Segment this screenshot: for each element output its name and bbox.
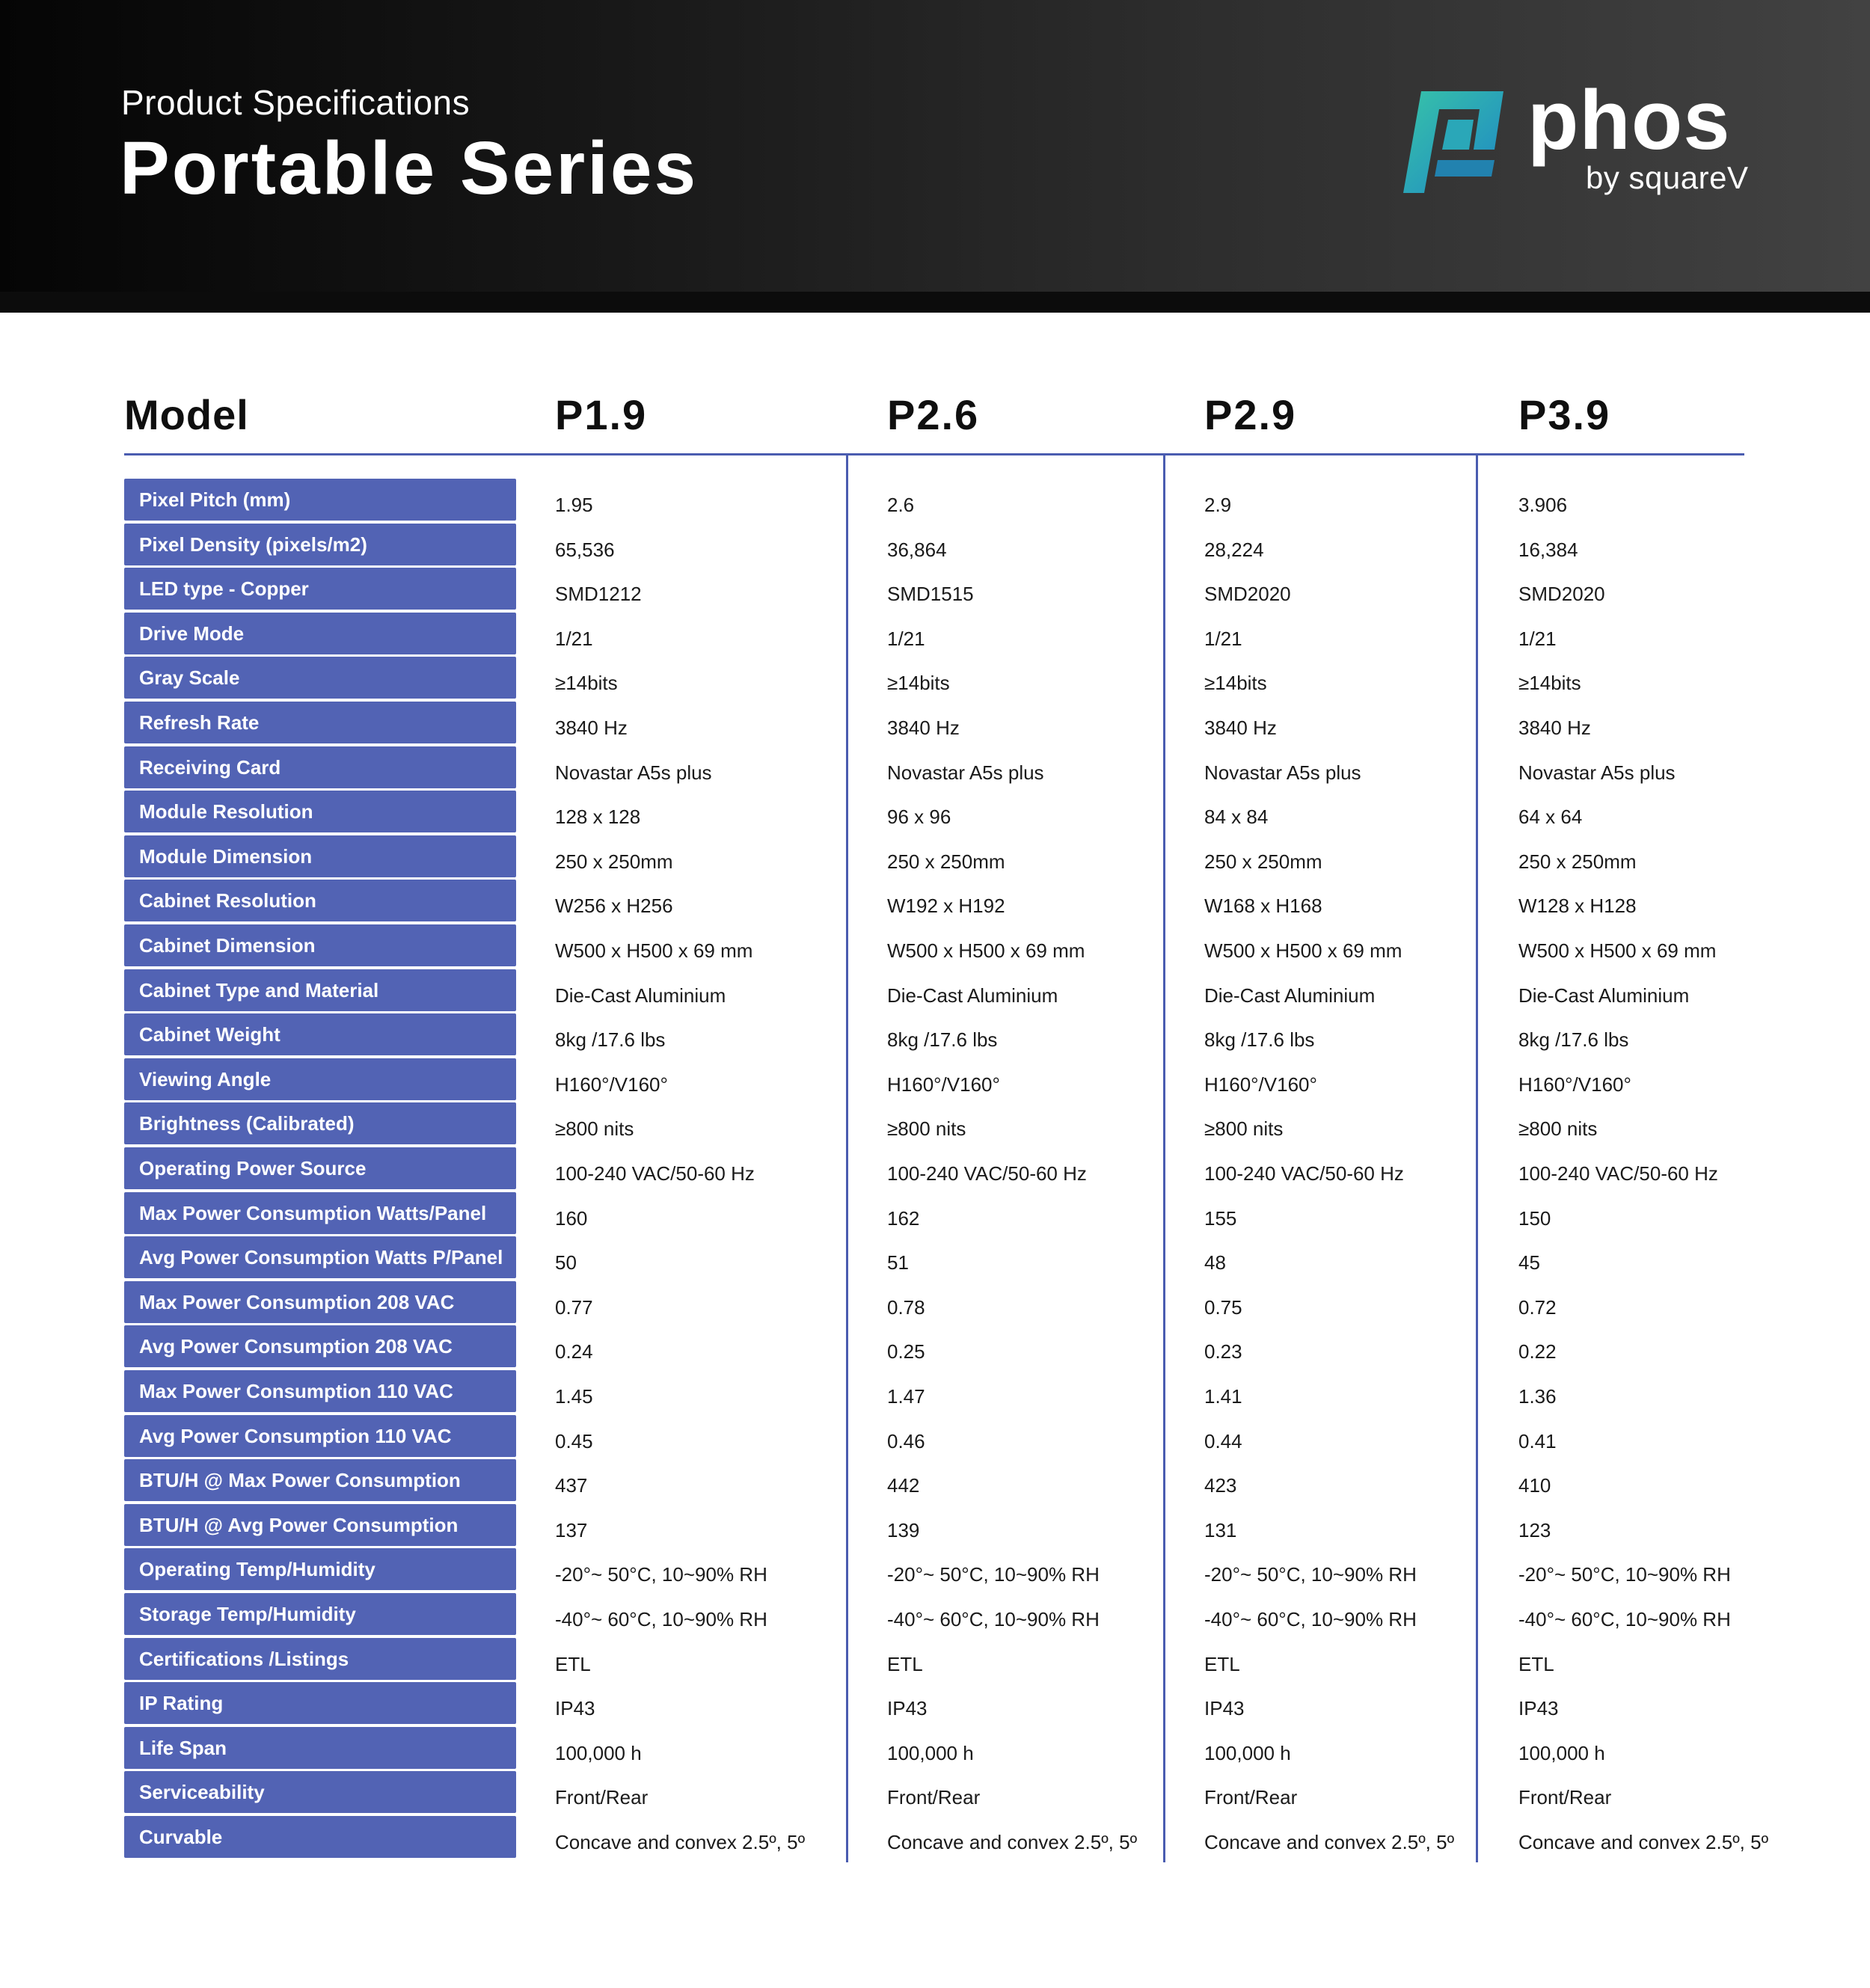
spec-value: 3.906 — [1518, 494, 1568, 516]
spec-label: Avg Power Consumption 208 VAC — [124, 1325, 516, 1367]
spec-value: H160°/V160° — [887, 1073, 1000, 1096]
spec-value: -40°~ 60°C, 10~90% RH — [1204, 1608, 1417, 1630]
spec-label: Max Power Consumption 208 VAC — [124, 1281, 516, 1323]
spec-value: 8kg /17.6 lbs — [887, 1028, 998, 1051]
spec-label: Serviceability — [124, 1771, 516, 1813]
spec-value: Novastar A5s plus — [1518, 761, 1676, 784]
spec-value: Die-Cast Aluminium — [1204, 984, 1376, 1007]
spec-value: 150 — [1518, 1207, 1551, 1230]
model-header-p29: P2.9 — [1204, 391, 1297, 438]
spec-label: Cabinet Resolution — [124, 880, 516, 921]
spec-value: ≥14bits — [1204, 672, 1267, 694]
spec-value: 50 — [555, 1251, 577, 1274]
table-row — [0, 702, 1870, 743]
spec-value: SMD1515 — [887, 583, 974, 605]
spec-value: 0.75 — [1204, 1296, 1242, 1319]
spec-value: 0.45 — [555, 1430, 593, 1452]
spec-value: 1.95 — [555, 494, 593, 516]
spec-value: -20°~ 50°C, 10~90% RH — [555, 1563, 767, 1586]
spec-value: 100,000 h — [1518, 1742, 1605, 1764]
spec-value: Concave and convex 2.5º, 5º — [887, 1831, 1138, 1853]
table-row — [0, 1415, 1870, 1457]
spec-value: 1.36 — [1518, 1385, 1557, 1408]
table-row — [0, 1147, 1870, 1189]
spec-label: BTU/H @ Avg Power Consumption — [124, 1504, 516, 1546]
spec-value: 250 x 250mm — [1518, 850, 1637, 873]
spec-value: Front/Rear — [1518, 1786, 1612, 1808]
spec-value: W256 x H256 — [555, 895, 673, 917]
table-row — [0, 880, 1870, 921]
spec-label: Avg Power Consumption 110 VAC — [124, 1415, 516, 1457]
spec-value: 1/21 — [1204, 628, 1242, 650]
spec-value: Novastar A5s plus — [887, 761, 1044, 784]
spec-value: 84 x 84 — [1204, 806, 1269, 828]
spec-value: 100,000 h — [555, 1742, 642, 1764]
spec-value: Concave and convex 2.5º, 5º — [555, 1831, 806, 1853]
spec-value: ETL — [1518, 1653, 1554, 1675]
spec-label: Avg Power Consumption Watts P/Panel — [124, 1236, 516, 1278]
spec-value: 2.9 — [1204, 494, 1232, 516]
spec-value: 3840 Hz — [555, 717, 628, 739]
spec-label: Operating Power Source — [124, 1147, 516, 1189]
table-row — [0, 1236, 1870, 1278]
model-header-p26: P2.6 — [887, 391, 980, 438]
spec-value: 123 — [1518, 1519, 1551, 1541]
spec-value: IP43 — [887, 1697, 928, 1719]
brand-logo — [1399, 73, 1758, 208]
spec-label: LED type - Copper — [124, 568, 516, 610]
model-header-p19: P1.9 — [555, 391, 648, 438]
spec-value: -20°~ 50°C, 10~90% RH — [1204, 1563, 1417, 1586]
spec-value: ETL — [1204, 1653, 1240, 1675]
model-column-header: Model — [124, 391, 249, 438]
table-row — [0, 791, 1870, 832]
model-header-p39: P3.9 — [1518, 391, 1611, 438]
spec-label: IP Rating — [124, 1682, 516, 1724]
spec-value: W128 x H128 — [1518, 895, 1637, 917]
spec-value: W500 x H500 x 69 mm — [555, 939, 753, 962]
spec-value: W500 x H500 x 69 mm — [1518, 939, 1717, 962]
table-row — [0, 1192, 1870, 1234]
spec-value: 8kg /17.6 lbs — [1204, 1028, 1315, 1051]
table-row — [0, 1058, 1870, 1100]
table-row — [0, 1638, 1870, 1680]
spec-value: -40°~ 60°C, 10~90% RH — [887, 1608, 1100, 1630]
spec-label: Module Dimension — [124, 835, 516, 877]
spec-label: Life Span — [124, 1727, 516, 1769]
spec-value: 1/21 — [887, 628, 925, 650]
spec-label: Max Power Consumption Watts/Panel — [124, 1192, 516, 1234]
spec-value: ≥14bits — [887, 672, 950, 694]
table-row — [0, 1816, 1870, 1858]
spec-value: 1.45 — [555, 1385, 593, 1408]
spec-value: IP43 — [1518, 1697, 1559, 1719]
spec-value: 100,000 h — [887, 1742, 974, 1764]
spec-value: 100-240 VAC/50-60 Hz — [1518, 1162, 1718, 1185]
spec-value: IP43 — [1204, 1697, 1245, 1719]
spec-value: ≥800 nits — [887, 1117, 966, 1140]
spec-value: ETL — [555, 1653, 591, 1675]
spec-value: 0.77 — [555, 1296, 593, 1319]
spec-label: Cabinet Dimension — [124, 924, 516, 966]
spec-value: 3840 Hz — [887, 717, 960, 739]
page-title: Portable Series — [120, 126, 699, 210]
spec-label: Module Resolution — [124, 791, 516, 832]
spec-value: 0.24 — [555, 1340, 593, 1363]
spec-value: 0.41 — [1518, 1430, 1557, 1452]
spec-value: 2.6 — [887, 494, 915, 516]
spec-label: Curvable — [124, 1816, 516, 1858]
spec-value: ≥14bits — [1518, 672, 1581, 694]
spec-value: SMD2020 — [1204, 583, 1291, 605]
table-row — [0, 657, 1870, 699]
spec-label: Cabinet Weight — [124, 1013, 516, 1055]
spec-value: 437 — [555, 1474, 588, 1497]
spec-value: W168 x H168 — [1204, 895, 1322, 917]
spec-value: 162 — [887, 1207, 920, 1230]
table-row — [0, 1771, 1870, 1813]
table-row — [0, 1727, 1870, 1769]
spec-value: 0.23 — [1204, 1340, 1242, 1363]
spec-value: 3840 Hz — [1518, 717, 1591, 739]
spec-value: 1/21 — [1518, 628, 1557, 650]
spec-value: H160°/V160° — [555, 1073, 668, 1096]
spec-value: 64 x 64 — [1518, 806, 1583, 828]
spec-value: Concave and convex 2.5º, 5º — [1518, 1831, 1769, 1853]
spec-value: 65,536 — [555, 539, 615, 561]
spec-value: Front/Rear — [1204, 1786, 1298, 1808]
spec-value: IP43 — [555, 1697, 595, 1719]
spec-value: Novastar A5s plus — [1204, 761, 1361, 784]
table-row — [0, 1013, 1870, 1055]
spec-value: 3840 Hz — [1204, 717, 1277, 739]
table-row — [0, 924, 1870, 966]
spec-value: 0.72 — [1518, 1296, 1557, 1319]
spec-value: 128 x 128 — [555, 806, 641, 828]
spec-value: 8kg /17.6 lbs — [1518, 1028, 1629, 1051]
spec-value: 28,224 — [1204, 539, 1264, 561]
spec-value: Novastar A5s plus — [555, 761, 712, 784]
spec-value: -20°~ 50°C, 10~90% RH — [1518, 1563, 1731, 1586]
spec-label: Brightness (Calibrated) — [124, 1102, 516, 1144]
spec-value: Front/Rear — [555, 1786, 649, 1808]
spec-value: 442 — [887, 1474, 920, 1497]
spec-value: 0.22 — [1518, 1340, 1557, 1363]
spec-label: Receiving Card — [124, 746, 516, 788]
header-rule — [124, 453, 1744, 455]
spec-value: 100,000 h — [1204, 1742, 1291, 1764]
spec-value: SMD1212 — [555, 583, 642, 605]
page-subtitle: Product Specifications — [121, 83, 470, 122]
spec-value: 96 x 96 — [887, 806, 951, 828]
spec-value: 8kg /17.6 lbs — [555, 1028, 666, 1051]
table-row — [0, 479, 1870, 521]
spec-value: 410 — [1518, 1474, 1551, 1497]
spec-value: ETL — [887, 1653, 923, 1675]
spec-value: 1.47 — [887, 1385, 925, 1408]
spec-value: W500 x H500 x 69 mm — [1204, 939, 1402, 962]
spec-value: 1/21 — [555, 628, 593, 650]
spec-value: 100-240 VAC/50-60 Hz — [887, 1162, 1087, 1185]
spec-value: W500 x H500 x 69 mm — [887, 939, 1085, 962]
spec-value: ≥800 nits — [555, 1117, 634, 1140]
spec-value: H160°/V160° — [1204, 1073, 1317, 1096]
header-shadow-bar — [0, 292, 1870, 313]
table-row — [0, 1504, 1870, 1546]
header-banner — [0, 0, 1870, 292]
spec-label: Storage Temp/Humidity — [124, 1593, 516, 1635]
spec-value: -20°~ 50°C, 10~90% RH — [887, 1563, 1100, 1586]
logo-wordmark: phos — [1527, 73, 1731, 167]
spec-value: 0.78 — [887, 1296, 925, 1319]
table-row — [0, 1325, 1870, 1367]
spec-value: ≥800 nits — [1518, 1117, 1598, 1140]
spec-value: Front/Rear — [887, 1786, 981, 1808]
table-row — [0, 1548, 1870, 1590]
spec-value: 423 — [1204, 1474, 1237, 1497]
table-row — [0, 613, 1870, 654]
spec-label: Gray Scale — [124, 657, 516, 699]
spec-value: ≥14bits — [555, 672, 618, 694]
spec-label: Certifications /Listings — [124, 1638, 516, 1680]
table-row — [0, 524, 1870, 565]
spec-value: 131 — [1204, 1519, 1237, 1541]
table-row — [0, 1102, 1870, 1144]
spec-label: Viewing Angle — [124, 1058, 516, 1100]
table-row — [0, 1459, 1870, 1501]
spec-value: -40°~ 60°C, 10~90% RH — [555, 1608, 767, 1630]
spec-label: Operating Temp/Humidity — [124, 1548, 516, 1590]
spec-label: BTU/H @ Max Power Consumption — [124, 1459, 516, 1501]
table-row — [0, 1593, 1870, 1635]
spec-value: H160°/V160° — [1518, 1073, 1631, 1096]
spec-value: 0.46 — [887, 1430, 925, 1452]
spec-value: 0.25 — [887, 1340, 925, 1363]
spec-value: 36,864 — [887, 539, 947, 561]
spec-value: 1.41 — [1204, 1385, 1242, 1408]
table-row — [0, 835, 1870, 877]
phos-p-logo-icon — [1399, 88, 1511, 193]
spec-value: 100-240 VAC/50-60 Hz — [555, 1162, 755, 1185]
spec-value: W192 x H192 — [887, 895, 1005, 917]
spec-value: 160 — [555, 1207, 588, 1230]
spec-value: Die-Cast Aluminium — [555, 984, 726, 1007]
table-row — [0, 969, 1870, 1011]
spec-label: Max Power Consumption 110 VAC — [124, 1370, 516, 1412]
spec-value: 48 — [1204, 1251, 1226, 1274]
spec-value: 51 — [887, 1251, 909, 1274]
spec-value: ≥800 nits — [1204, 1117, 1284, 1140]
spec-value: 16,384 — [1518, 539, 1578, 561]
spec-label: Cabinet Type and Material — [124, 969, 516, 1011]
spec-label: Drive Mode — [124, 613, 516, 654]
spec-value: 139 — [887, 1519, 920, 1541]
spec-label: Pixel Pitch (mm) — [124, 479, 516, 521]
table-row — [0, 746, 1870, 788]
spec-value: 137 — [555, 1519, 588, 1541]
spec-value: 100-240 VAC/50-60 Hz — [1204, 1162, 1404, 1185]
table-row — [0, 1370, 1870, 1412]
spec-value: SMD2020 — [1518, 583, 1605, 605]
spec-value: 155 — [1204, 1207, 1237, 1230]
spec-value: 250 x 250mm — [555, 850, 673, 873]
logo-byline: by squareV — [1586, 160, 1749, 195]
spec-value: Die-Cast Aluminium — [887, 984, 1058, 1007]
spec-value: Concave and convex 2.5º, 5º — [1204, 1831, 1455, 1853]
table-row — [0, 1682, 1870, 1724]
spec-value: Die-Cast Aluminium — [1518, 984, 1690, 1007]
spec-value: -40°~ 60°C, 10~90% RH — [1518, 1608, 1731, 1630]
spec-label: Refresh Rate — [124, 702, 516, 743]
spec-value: 45 — [1518, 1251, 1540, 1274]
spec-value: 250 x 250mm — [887, 850, 1005, 873]
table-row — [0, 1281, 1870, 1323]
spec-value: 0.44 — [1204, 1430, 1242, 1452]
spec-label: Pixel Density (pixels/m2) — [124, 524, 516, 565]
spec-value: 250 x 250mm — [1204, 850, 1322, 873]
table-row — [0, 568, 1870, 610]
